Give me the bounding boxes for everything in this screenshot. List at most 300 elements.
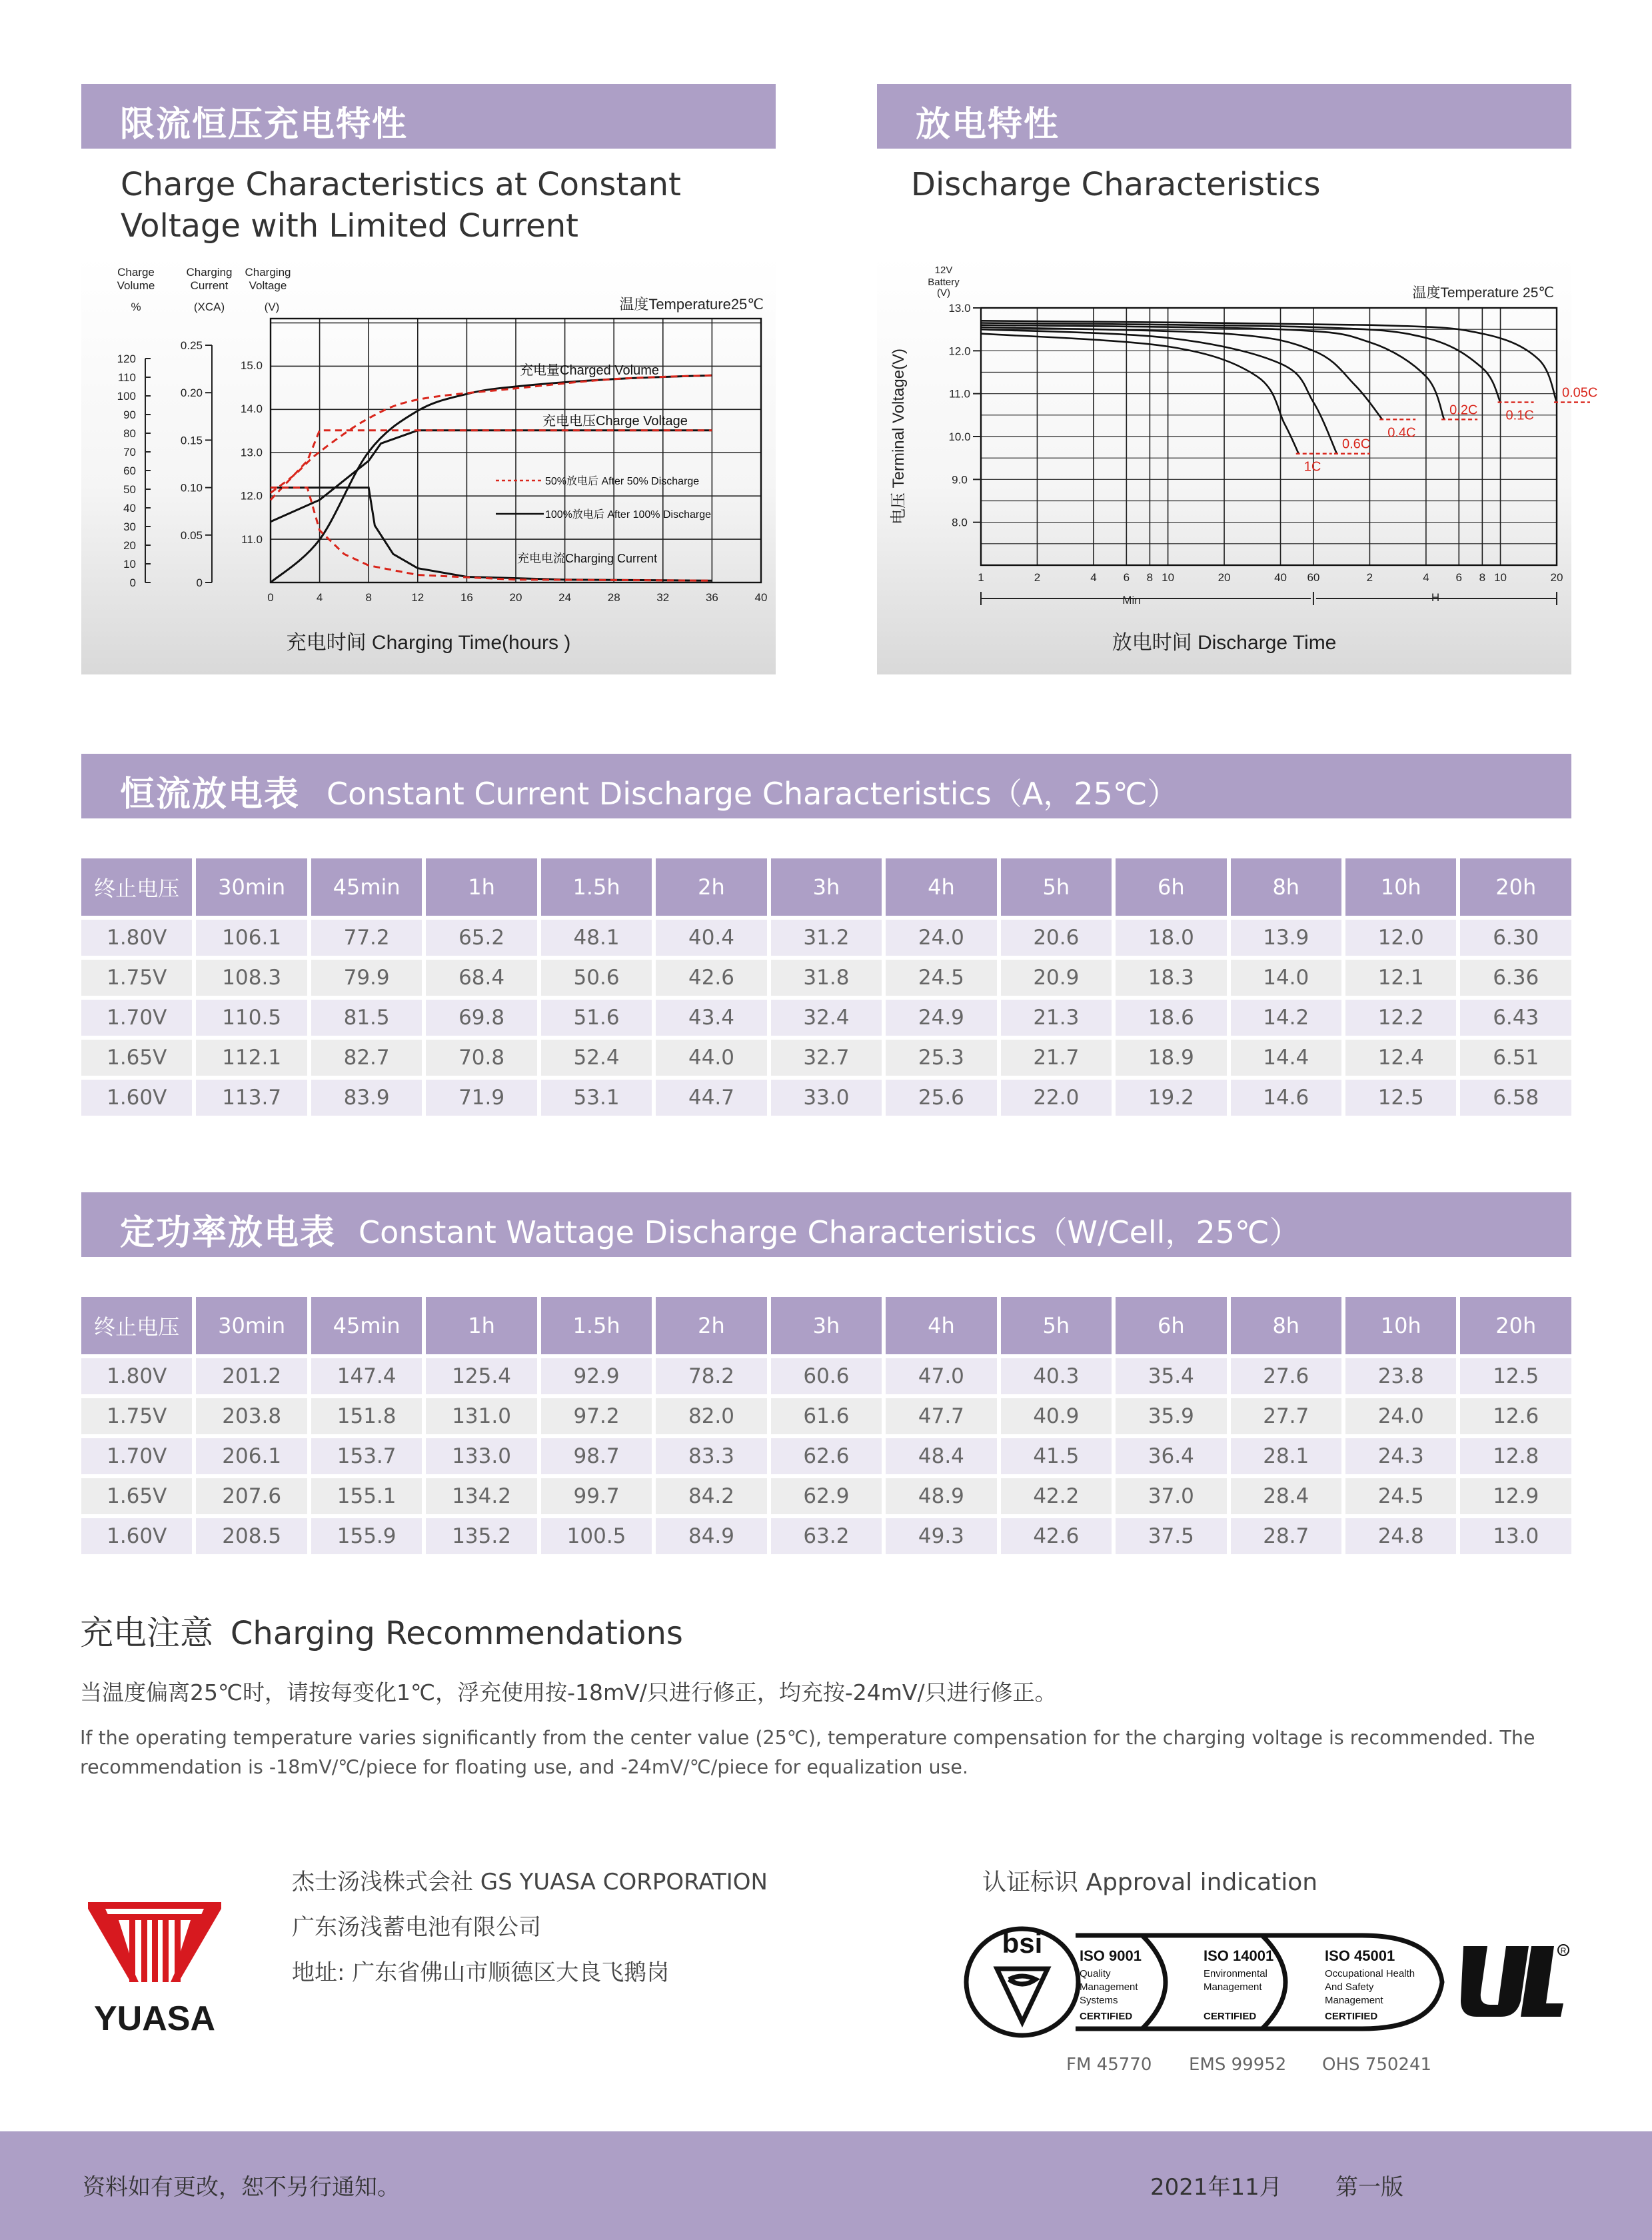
cert2-desc1: Environmental	[1204, 1968, 1267, 1979]
x-tick-label-min: 2	[1034, 571, 1041, 584]
table-row	[81, 1080, 1571, 1116]
cert3-desc1: Occupational Health	[1325, 1968, 1415, 1979]
table-cell: 155.9	[311, 1518, 422, 1554]
table-header-cell: 终止电压	[81, 1297, 192, 1354]
discharge-section-title: 放电特性	[916, 105, 1060, 145]
table-cell: 131.0	[426, 1398, 536, 1434]
table-cell: 12.9	[1460, 1478, 1571, 1514]
table-cell: 37.5	[1116, 1518, 1226, 1554]
table-cell: 42.6	[656, 960, 766, 996]
table-cell: 37.0	[1116, 1478, 1226, 1514]
table-cell: 24.8	[1345, 1518, 1456, 1554]
table-header-cell: 4h	[886, 1297, 996, 1354]
recommendations-text-en: If the operating temperature varies significantly from the center value (25℃), temperature compensation for the charging voltage is recommended. The recommendation is -18mV/℃/piece for floating use, and -24mV/℃/piece for equalization use.	[80, 1727, 1535, 1778]
table-header-cell: 30min	[196, 858, 307, 916]
table-cell: 21.7	[1001, 1040, 1112, 1076]
table-row	[81, 1040, 1571, 1076]
company-address: 地址: 广东省佛山市顺德区大良飞鹅岗	[292, 1959, 670, 1986]
table-cell: 24.5	[886, 960, 996, 996]
table-cell: 6.58	[1460, 1080, 1571, 1116]
company-line2: 广东汤浅蓄电池有限公司	[292, 1914, 541, 1941]
y-header: 12V	[934, 265, 953, 276]
x-tick-label: 4	[316, 591, 323, 604]
table-header-cell: 1h	[426, 858, 536, 916]
table-cell: 98.7	[541, 1438, 652, 1474]
table-cell: 21.3	[1001, 1000, 1112, 1036]
current-discharge-table	[77, 854, 1575, 1120]
table-cell: 42.2	[1001, 1478, 1112, 1514]
table-header-cell: 3h	[771, 858, 882, 916]
axis-header-current: Charging	[186, 266, 233, 279]
table-cell: 27.6	[1231, 1358, 1341, 1394]
table-cell: 68.4	[426, 960, 536, 996]
table-cell: 50.6	[541, 960, 652, 996]
discharge-chart-title: 温度Temperature 25℃	[1412, 285, 1554, 301]
volume-tick-label: 80	[123, 427, 136, 440]
table-cell: 47.7	[886, 1398, 996, 1434]
table-header-cell: 终止电压	[81, 858, 192, 916]
table-cell: 14.4	[1231, 1040, 1341, 1076]
cert1-number: FM 45770	[1066, 2055, 1152, 2075]
volume-tick-label: 100	[117, 390, 136, 403]
table-cell: 62.9	[771, 1478, 882, 1514]
cert1-status: CERTIFIED	[1080, 2011, 1133, 2022]
table-cell: 24.3	[1345, 1438, 1456, 1474]
table-cell: 84.2	[656, 1478, 766, 1514]
table-cell: 106.1	[196, 920, 307, 956]
table-cell: 41.5	[1001, 1438, 1112, 1474]
x-tick-label: 32	[656, 591, 670, 604]
table-cell: 6.51	[1460, 1040, 1571, 1076]
x-tick-label: 16	[460, 591, 473, 604]
table-cell: 52.4	[541, 1040, 652, 1076]
table-cell: 44.7	[656, 1080, 766, 1116]
y-tick-label: 8.0	[952, 516, 968, 529]
x-tick-label: 36	[705, 591, 718, 604]
y-tick-label: 10.0	[948, 431, 971, 443]
table-cell: 82.0	[656, 1398, 766, 1434]
table-row	[81, 1000, 1571, 1036]
x-tick-label-min: 1	[978, 571, 984, 584]
table-row	[81, 1398, 1571, 1434]
x-tick-label-min: 6	[1123, 571, 1130, 584]
footer-bar	[0, 2131, 1652, 2240]
table-cell: 77.2	[311, 920, 422, 956]
table-cell: 203.8	[196, 1398, 307, 1434]
rate-label: 0.1C	[1505, 408, 1534, 423]
x-tick-label-min: 40	[1274, 571, 1287, 584]
table-cell: 6.43	[1460, 1000, 1571, 1036]
table-cell: 79.9	[311, 960, 422, 996]
table-cell: 201.2	[196, 1358, 307, 1394]
discharge-section-header	[877, 84, 1571, 149]
table-cell: 13.9	[1231, 920, 1341, 956]
approval-title: 认证标识 Approval indication	[982, 1869, 1318, 1896]
discharge-curve-0.4C	[981, 327, 1382, 419]
discharge-x-label: 放电时间 Discharge Time	[1112, 632, 1337, 654]
table-row	[81, 1438, 1571, 1474]
rate-label: 0.2C	[1449, 403, 1478, 418]
table-cell: 134.2	[426, 1478, 536, 1514]
series-line-CA	[271, 488, 712, 581]
current-tick-label: 0	[196, 576, 203, 589]
legend-label-100: 100%放电后 After 100% Discharge	[545, 509, 712, 521]
rate-label: 1C	[1303, 459, 1321, 475]
voltage-tick-label: 11.0	[241, 533, 263, 546]
current-tick-label: 0.15	[180, 434, 203, 447]
table-cell: 1.80V	[81, 1358, 192, 1394]
table-cell: 207.6	[196, 1478, 307, 1514]
table-cell: 97.2	[541, 1398, 652, 1434]
table-cell: 12.0	[1345, 920, 1456, 956]
y-tick-label: 9.0	[952, 473, 968, 487]
table-header-cell: 45min	[311, 1297, 422, 1354]
table-cell: 24.9	[886, 1000, 996, 1036]
company-line1: 杰士汤浅株式会社 GS YUASA CORPORATION	[292, 1869, 768, 1895]
table-cell: 19.2	[1116, 1080, 1226, 1116]
table-cell: 48.9	[886, 1478, 996, 1514]
table-cell: 28.1	[1231, 1438, 1341, 1474]
cert3-number: OHS 750241	[1322, 2055, 1432, 2075]
svg-text:R: R	[1560, 1946, 1567, 1955]
table-cell: 69.8	[426, 1000, 536, 1036]
x-tick-label: 28	[607, 591, 620, 604]
table-cell: 70.8	[426, 1040, 536, 1076]
rate-label: 0.4C	[1387, 425, 1416, 441]
axis-header-volume: %	[131, 301, 141, 313]
table-cell: 125.4	[426, 1358, 536, 1394]
table-cell: 18.6	[1116, 1000, 1226, 1036]
rate-label: 0.6C	[1341, 437, 1371, 452]
charge-x-label: 充电时间 Charging Time(hours )	[286, 632, 571, 654]
table-cell: 18.9	[1116, 1040, 1226, 1076]
table-cell: 51.6	[541, 1000, 652, 1036]
table-cell: 12.2	[1345, 1000, 1456, 1036]
footer-notice: 资料如有更改，恕不另行通知。	[83, 2174, 400, 2201]
table-cell: 43.4	[656, 1000, 766, 1036]
table-cell: 6.30	[1460, 920, 1571, 956]
cert3-desc3: Management	[1325, 1995, 1383, 2006]
table-cell: 31.2	[771, 920, 882, 956]
table-cell: 206.1	[196, 1438, 307, 1474]
table-header-cell: 20h	[1460, 858, 1571, 916]
x-unit-min: Min	[1122, 594, 1141, 606]
table-cell: 78.2	[656, 1358, 766, 1394]
axis-header-volume: Charge	[117, 266, 155, 279]
x-tick-label: 8	[365, 591, 372, 604]
table-cell: 20.9	[1001, 960, 1112, 996]
cert1-desc1: Quality	[1080, 1968, 1111, 1979]
table-cell: 63.2	[771, 1518, 882, 1554]
yuasa-logo-text: YUASA	[93, 1999, 216, 2038]
table-cell: 100.5	[541, 1518, 652, 1554]
volume-tick-label: 40	[123, 502, 136, 515]
volume-tick-label: 30	[123, 521, 136, 533]
table-cell: 48.4	[886, 1438, 996, 1474]
volume-tick-label: 10	[123, 558, 136, 570]
table-cell: 135.2	[426, 1518, 536, 1554]
current-tick-label: 0.20	[180, 387, 203, 400]
volume-tick-label: 20	[123, 539, 136, 552]
x-tick-label-min: 4	[1090, 571, 1097, 584]
table-cell: 28.7	[1231, 1518, 1341, 1554]
volume-tick-label: 0	[129, 576, 136, 589]
table-header-cell: 1.5h	[541, 1297, 652, 1354]
table-cell: 48.1	[541, 920, 652, 956]
voltage-tick-label: 14.0	[240, 403, 263, 416]
cert2-desc2: Management	[1204, 1981, 1262, 1993]
volume-tick-label: 60	[123, 465, 136, 477]
table-cell: 1.60V	[81, 1080, 192, 1116]
table-cell: 12.1	[1345, 960, 1456, 996]
table-cell: 32.4	[771, 1000, 882, 1036]
table-cell: 1.65V	[81, 1478, 192, 1514]
yuasa-logo-icon	[83, 1897, 229, 2043]
table-header-cell: 1.5h	[541, 858, 652, 916]
table-cell: 60.6	[771, 1358, 882, 1394]
table-cell: 92.9	[541, 1358, 652, 1394]
table-header-cell: 6h	[1116, 858, 1226, 916]
series-line-V	[271, 431, 712, 500]
table-header-row	[81, 858, 1571, 916]
discharge-curve-0.05C	[981, 321, 1557, 402]
axis-header-current: Current	[190, 279, 229, 292]
table-cell: 83.3	[656, 1438, 766, 1474]
table-cell: 14.6	[1231, 1080, 1341, 1116]
x-unit-h: H	[1431, 591, 1440, 604]
rate-label: 0.05C	[1562, 385, 1598, 401]
current-tick-label: 0.25	[180, 339, 203, 352]
y-header: (V)	[937, 287, 950, 299]
annotation-charging-current: 充电电流Charging Current	[517, 552, 658, 565]
table-header-cell: 5h	[1001, 858, 1112, 916]
table-header-cell: 2h	[656, 858, 766, 916]
table-cell: 40.4	[656, 920, 766, 956]
charge-subtitle	[121, 164, 681, 247]
yuasa-logo	[83, 1897, 229, 2043]
ul-recognized-icon	[1457, 1941, 1570, 2021]
cert2-code: ISO 14001	[1204, 1947, 1274, 1964]
charge-section-header	[81, 84, 776, 149]
x-tick-label: 20	[509, 591, 522, 604]
table-cell: 82.7	[311, 1040, 422, 1076]
bsi-kitemark-icon	[962, 1915, 1455, 2042]
charge-subtitle-line2: Voltage with Limited Current	[121, 207, 578, 245]
cert3-desc2: And Safety	[1325, 1981, 1374, 1993]
table-row	[81, 920, 1571, 956]
recommendations-title-zh: 充电注意	[80, 1614, 213, 1652]
table-cell: 71.9	[426, 1080, 536, 1116]
table-cell: 27.7	[1231, 1398, 1341, 1434]
voltage-tick-label: 13.0	[240, 446, 263, 459]
charge-chart-title: 温度Temperature25℃	[619, 296, 764, 313]
current-table-header	[81, 754, 1571, 818]
table-row	[81, 1358, 1571, 1394]
y-axis-label: 电压 Terminal Voltage(V)	[890, 348, 908, 525]
x-tick-label: 24	[558, 591, 572, 604]
table-header-cell: 8h	[1231, 1297, 1341, 1354]
table-cell: 44.0	[656, 1040, 766, 1076]
table-cell: 20.6	[1001, 920, 1112, 956]
table-row	[81, 960, 1571, 996]
table-header-cell: 4h	[886, 858, 996, 916]
recommendations-title-en: Charging Recommendations	[230, 1615, 683, 1652]
x-tick-label-min: 20	[1218, 571, 1231, 584]
table-cell: 32.7	[771, 1040, 882, 1076]
table-cell: 110.5	[196, 1000, 307, 1036]
table-cell: 49.3	[886, 1518, 996, 1554]
table-header-cell: 1h	[426, 1297, 536, 1354]
discharge-chart-panel	[877, 256, 1598, 674]
x-tick-label-h: 2	[1366, 571, 1373, 584]
table-cell: 133.0	[426, 1438, 536, 1474]
axis-header-current: (XCA)	[193, 301, 225, 313]
axis-header-volume: Volume	[117, 279, 155, 292]
wattage-table-title-zh: 定功率放电表	[120, 1213, 337, 1253]
current-tick-label: 0.10	[180, 481, 203, 495]
table-row	[81, 1518, 1571, 1554]
x-tick-label: 40	[754, 591, 768, 604]
table-cell: 1.80V	[81, 920, 192, 956]
wattage-discharge-table	[77, 1293, 1575, 1558]
table-cell: 12.5	[1460, 1358, 1571, 1394]
table-cell: 81.5	[311, 1000, 422, 1036]
charge-chart-panel	[81, 256, 776, 674]
current-table-title-en: Constant Current Discharge Characteristics（A，25℃）	[327, 776, 1178, 812]
x-tick-label-h: 6	[1455, 571, 1463, 584]
table-cell: 12.4	[1345, 1040, 1456, 1076]
table-cell: 155.1	[311, 1478, 422, 1514]
table-cell: 147.4	[311, 1358, 422, 1394]
discharge-chart	[877, 256, 1598, 674]
cert3-status: CERTIFIED	[1325, 2011, 1378, 2022]
charge-subtitle-line1: Charge Characteristics at Constant	[121, 166, 681, 203]
table-cell: 12.6	[1460, 1398, 1571, 1434]
table-cell: 35.4	[1116, 1358, 1226, 1394]
table-header-cell: 30min	[196, 1297, 307, 1354]
current-table-title-zh: 恒流放电表	[120, 774, 301, 814]
bsi-text: bsi	[1002, 1927, 1043, 1959]
x-tick-label-h: 4	[1423, 571, 1429, 584]
table-header-cell: 8h	[1231, 858, 1341, 916]
certification-badges	[962, 1915, 1455, 2042]
recommendations-text-zh: 当温度偏离25℃时，请按每变化1℃，浮充使用按-18mV/只进行修正，均充按-24mV/只进行修正。	[80, 1680, 1057, 1705]
cert3-code: ISO 45001	[1325, 1947, 1395, 1964]
voltage-tick-label: 15.0	[240, 359, 263, 372]
x-tick-label-h: 10	[1494, 571, 1507, 584]
footer-date: 2021年11月	[1150, 2174, 1282, 2201]
x-tick-label-h: 20	[1550, 571, 1563, 584]
table-cell: 83.9	[311, 1080, 422, 1116]
discharge-curve-0.6C	[981, 329, 1337, 454]
y-tick-label: 11.0	[949, 387, 970, 401]
volume-tick-label: 50	[123, 483, 136, 496]
cert1-desc2: Management	[1080, 1981, 1138, 1993]
table-cell: 42.6	[1001, 1518, 1112, 1554]
cert1-desc3: Systems	[1080, 1995, 1118, 2006]
table-cell: 84.9	[656, 1518, 766, 1554]
table-header-cell: 45min	[311, 858, 422, 916]
table-cell: 99.7	[541, 1478, 652, 1514]
table-cell: 6.36	[1460, 960, 1571, 996]
table-cell: 153.7	[311, 1438, 422, 1474]
volume-tick-label: 120	[117, 353, 136, 365]
annotation-charge-voltage: 充电电压Charge Voltage	[542, 414, 688, 429]
x-tick-label: 12	[411, 591, 424, 604]
table-cell: 24.0	[1345, 1398, 1456, 1434]
series-line-CA	[271, 488, 712, 581]
table-cell: 47.0	[886, 1358, 996, 1394]
table-header-cell: 10h	[1345, 858, 1456, 916]
table-cell: 22.0	[1001, 1080, 1112, 1116]
x-tick-label: 0	[267, 591, 274, 604]
volume-tick-label: 90	[123, 409, 136, 421]
table-cell: 36.4	[1116, 1438, 1226, 1474]
table-cell: 61.6	[771, 1398, 882, 1434]
table-row	[81, 1478, 1571, 1514]
volume-tick-label: 110	[117, 371, 136, 384]
table-cell: 1.70V	[81, 1438, 192, 1474]
volume-tick-label: 70	[123, 446, 136, 459]
table-header-cell: 10h	[1345, 1297, 1456, 1354]
table-header-cell: 2h	[656, 1297, 766, 1354]
y-header: Battery	[928, 277, 960, 288]
current-tick-label: 0.05	[180, 529, 203, 542]
charge-section-title: 限流恒压充电特性	[120, 105, 409, 145]
table-cell: 18.3	[1116, 960, 1226, 996]
x-tick-label-min: 10	[1162, 571, 1175, 584]
cert2-status: CERTIFIED	[1204, 2011, 1257, 2022]
table-cell: 24.5	[1345, 1478, 1456, 1514]
table-cell: 1.70V	[81, 1000, 192, 1036]
table-cell: 24.0	[886, 920, 996, 956]
table-cell: 12.8	[1460, 1438, 1571, 1474]
table-cell: 12.5	[1345, 1080, 1456, 1116]
table-cell: 208.5	[196, 1518, 307, 1554]
cert2-number: EMS 99952	[1189, 2055, 1287, 2075]
y-tick-label: 13.0	[948, 302, 971, 315]
table-cell: 35.9	[1116, 1398, 1226, 1434]
table-cell: 40.9	[1001, 1398, 1112, 1434]
table-cell: 40.3	[1001, 1358, 1112, 1394]
table-cell: 18.0	[1116, 920, 1226, 956]
table-cell: 1.75V	[81, 1398, 192, 1434]
axis-header-voltage: Charging	[245, 266, 291, 279]
table-cell: 33.0	[771, 1080, 882, 1116]
table-cell: 25.6	[886, 1080, 996, 1116]
table-cell: 31.8	[771, 960, 882, 996]
legend-label-50: 50%放电后 After 50% Discharge	[545, 476, 700, 487]
table-cell: 53.1	[541, 1080, 652, 1116]
axis-header-voltage: Voltage	[249, 279, 287, 292]
table-header-row	[81, 1297, 1571, 1354]
axis-header-voltage: (V)	[264, 301, 280, 313]
table-cell: 151.8	[311, 1398, 422, 1434]
table-cell: 112.1	[196, 1040, 307, 1076]
table-cell: 1.75V	[81, 960, 192, 996]
table-header-cell: 3h	[771, 1297, 882, 1354]
x-tick-label-min: 60	[1307, 571, 1320, 584]
discharge-subtitle: Discharge Characteristics	[911, 166, 1321, 203]
voltage-tick-label: 12.0	[240, 489, 263, 503]
wattage-table-header	[81, 1192, 1571, 1257]
y-tick-label: 12.0	[948, 345, 971, 358]
cert1-code: ISO 9001	[1080, 1947, 1142, 1964]
table-cell: 1.60V	[81, 1518, 192, 1554]
table-cell: 65.2	[426, 920, 536, 956]
table-cell: 1.65V	[81, 1040, 192, 1076]
x-tick-label-h: 8	[1479, 571, 1486, 584]
